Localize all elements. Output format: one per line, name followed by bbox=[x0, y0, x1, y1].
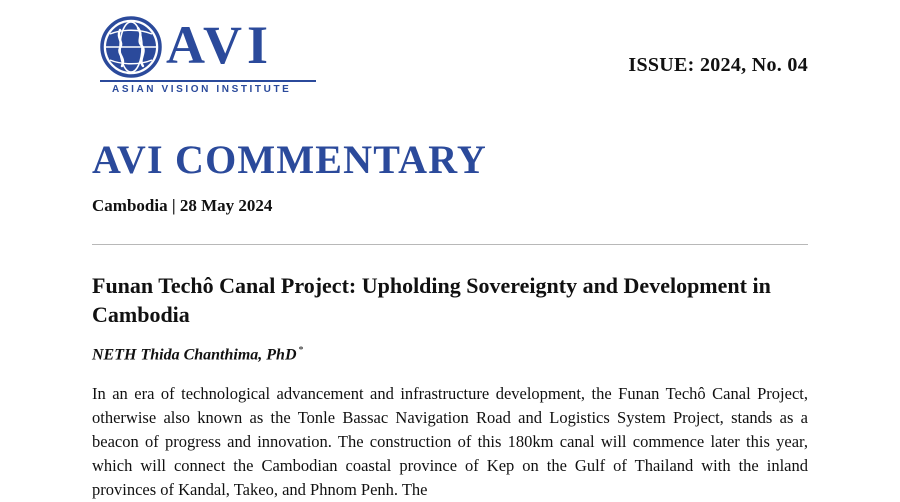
author-name: NETH Thida Chanthima, PhD bbox=[92, 346, 297, 364]
header-divider bbox=[92, 244, 808, 245]
avi-logo bbox=[100, 14, 326, 106]
logo-divider bbox=[100, 80, 316, 82]
document-header bbox=[92, 0, 808, 118]
article-paragraph: In an era of technological advancement and infrastructure development, the Funan Techô Canal Project, otherwise also known as the Tonle Bassac Navigation Road and Logistics System Project, stands as a beacon of progress and innovation. The construction of this 180km canal will commence later this year, which will connect the Cambodian coastal province of Kep on the Gulf of Thailand with the inland provinces of Kandal, Takeo, and Phnom Penh. The bbox=[92, 384, 808, 500]
article-byline bbox=[92, 345, 808, 364]
masthead-title: AVI COMMENTARY bbox=[92, 137, 488, 182]
author-footnote-marker: * bbox=[298, 345, 304, 356]
globe-icon bbox=[100, 16, 162, 78]
logo-subtitle: ASIAN VISION INSTITUTE bbox=[112, 84, 292, 95]
issue-number: ISSUE: 2024, No. 04 bbox=[628, 54, 808, 76]
article-title: Funan Techô Canal Project: Upholding Sovereignty and Development in Cambodia bbox=[92, 273, 771, 327]
masthead-dateline: Cambodia | 28 May 2024 bbox=[92, 196, 273, 215]
logo-wordmark: AVI bbox=[166, 15, 274, 75]
